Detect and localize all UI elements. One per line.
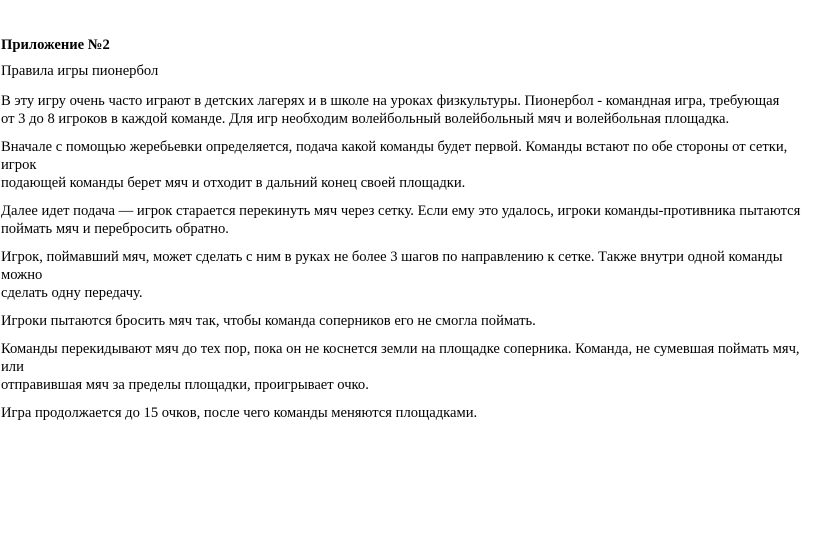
paragraph-points: Команды перекидывают мяч до тех пор, пока он не коснется земли на площадке соперника. Команда, не сумевшая поймать мяч, или отправившая мяч за пределы площадки, проигрывает очко. <box>1 341 800 393</box>
paragraph-throw: Игроки пытаются бросить мяч так, чтобы команда соперников его не смогла поймать. <box>1 313 536 329</box>
paragraph-intro: В эту игру очень часто играют в детских лагерях и в школе на уроках физкультуры. Пионербол - командная игра, требующая от 3 до 8 игроков в каждой команде. Для игр необходим волейбольный волейбольный мяч и волейбольная площадка. <box>1 93 780 127</box>
paragraph-draw: Вначале с помощью жеребьевки определяется, подача какой команды будет первой. Команды встают по обе стороны от сетки, игрок подающей команды берет мяч и отходит в дальний конец своей площадки. <box>1 139 788 191</box>
paragraph-steps: Игрок, поймавший мяч, может сделать с ним в руках не более 3 шагов по направлению к сетке. Также внутри одной команды можно сделать одну передачу. <box>1 249 783 301</box>
document-title: Приложение №2 <box>1 37 110 53</box>
paragraph-end: Игра продолжается до 15 очков, после чего команды меняются площадками. <box>1 405 478 421</box>
document-subtitle: Правила игры пионербол <box>1 63 159 79</box>
document-page <box>1 36 815 432</box>
paragraph-serve: Далее идет подача — игрок старается перекинуть мяч через сетку. Если ему это удалось, игроки команды-противника пытаются поймать мяч и перебросить обратно. <box>1 203 801 237</box>
